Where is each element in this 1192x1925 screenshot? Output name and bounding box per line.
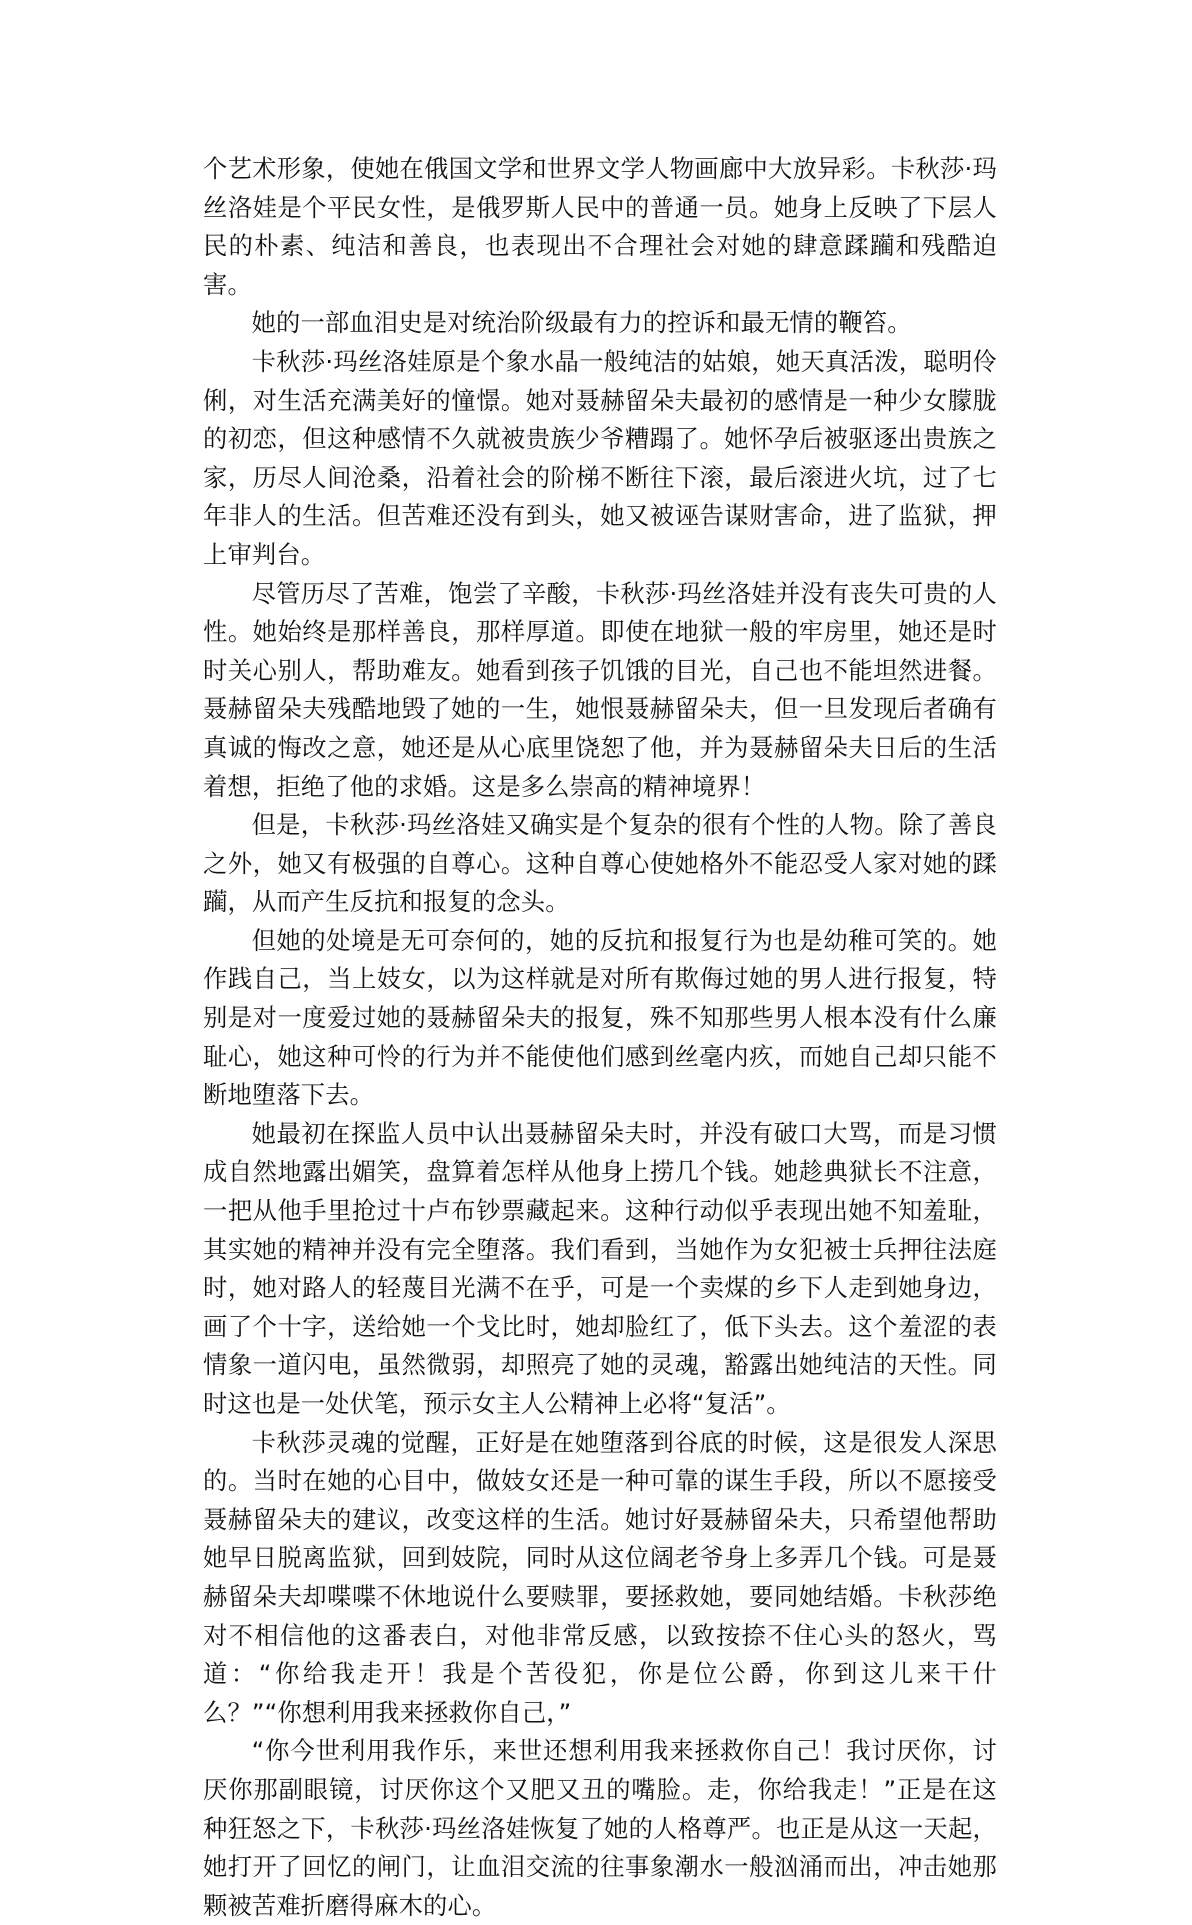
paragraph-9: “你今世利用我作乐，来世还想利用我来拯救你自己！我讨厌你，讨厌你那副眼镜，讨厌你这个又肥又丑的嘴脸。走，你给我走！”正是在这种狂怒之下，卡秋莎·玛丝洛娃恢复了她的人格尊严。也正是从这一天起，她打开了回忆的闸门，让血泪交流的往事象潮水一般汹涌而出，冲击她那颗被苦难折磨得麻木的心。	[203, 1736, 997, 1920]
paragraph-3: 卡秋莎·玛丝洛娃原是个象水晶一般纯洁的姑娘，她天真活泼，聪明伶俐，对生活充满美好的憧憬。她对聂赫留朵夫最初的感情是一种少女朦胧的初恋，但这种感情不久就被贵族少爷糟蹋了。她怀孕后被驱逐出贵族之家，历尽人间沧桑，沿着社会的阶梯不断往下滚，最后滚进火坑，过了七年非人的生活。但苦难还没有到头，她又被诬告谋财害命，进了监狱，押上审判台。	[203, 346, 997, 569]
paragraph-7: 她最初在探监人员中认出聂赫留朵夫时，并没有破口大骂，而是习惯成自然地露出媚笑，盘算着怎样从他身上捞几个钱。她趁典狱长不注意，一把从他手里抢过十卢布钞票藏起来。这种行动似乎表现出她不知羞耻，其实她的精神并没有完全堕落。我们看到，当她作为女犯被士兵押往法庭时，她对路人的轻蔑目光满不在乎，可是一个卖煤的乡下人走到她身边，画了个十字，送给她一个戈比时，她却脸红了，低下头去。这个羞涩的表情象一道闪电，虽然微弱，却照亮了她的灵魂，豁露出她纯洁的天性。同时这也是一处伏笔，预示女主人公精神上必将“复活”。	[203, 1118, 997, 1418]
paragraph-5: 但是，卡秋莎·玛丝洛娃又确实是个复杂的很有个性的人物。除了善良之外，她又有极强的自尊心。这种自尊心使她格外不能忍受人家对她的蹂躏，从而产生反抗和报复的念头。	[203, 810, 997, 917]
paragraph-4: 尽管历尽了苦难，饱尝了辛酸，卡秋莎·玛丝洛娃并没有丧失可贵的人性。她始终是那样善良，那样厚道。即使在地狱一般的牢房里，她还是时时关心别人，帮助难友。她看到孩子饥饿的目光，自己也不能坦然进餐。聂赫留朵夫残酷地毁了她的一生，她恨聂赫留朵夫，但一旦发现后者确有真诚的悔改之意，她还是从心底里饶恕了他，并为聂赫留朵夫日后的生活着想，拒绝了他的求婚。这是多么崇高的精神境界！	[203, 578, 997, 801]
document-page	[203, 150, 997, 1925]
paragraph-1: 个艺术形象，使她在俄国文学和世界文学人物画廊中大放异彩。卡秋莎·玛丝洛娃是个平民女性，是俄罗斯人民中的普通一员。她身上反映了下层人民的朴素、纯洁和善良，也表现出不合理社会对她的肆意蹂躏和残酷迫害。	[203, 154, 997, 299]
paragraph-2: 她的一部血泪史是对统治阶级最有力的控诉和最无情的鞭笞。	[251, 308, 912, 338]
paragraph-6: 但她的处境是无可奈何的，她的反抗和报复行为也是幼稚可笑的。她作践自己，当上妓女，以为这样就是对所有欺侮过她的男人进行报复，特别是对一度爱过她的聂赫留朵夫的报复，殊不知那些男人根本没有什么廉耻心，她这种可怜的行为并不能使他们感到丝毫内疚，而她自己却只能不断地堕落下去。	[203, 925, 997, 1110]
paragraph-8: 卡秋莎灵魂的觉醒，正好是在她堕落到谷底的时候，这是很发人深思的。当时在她的心目中，做妓女还是一种可靠的谋生手段，所以不愿接受聂赫留朵夫的建议，改变这样的生活。她讨好聂赫留朵夫，只希望他帮助她早日脱离监狱，回到妓院，同时从这位阔老爷身上多弄几个钱。可是聂赫留朵夫却喋喋不休地说什么要赎罪，要拯救她，要同她结婚。卡秋莎绝对不相信他的这番表白，对他非常反感，以致按捺不住心头的怒火，骂道：“你给我走开！我是个苦役犯，你是位公爵，你到这儿来干什么？”“你想利用我来拯救你自己，”	[203, 1427, 997, 1727]
